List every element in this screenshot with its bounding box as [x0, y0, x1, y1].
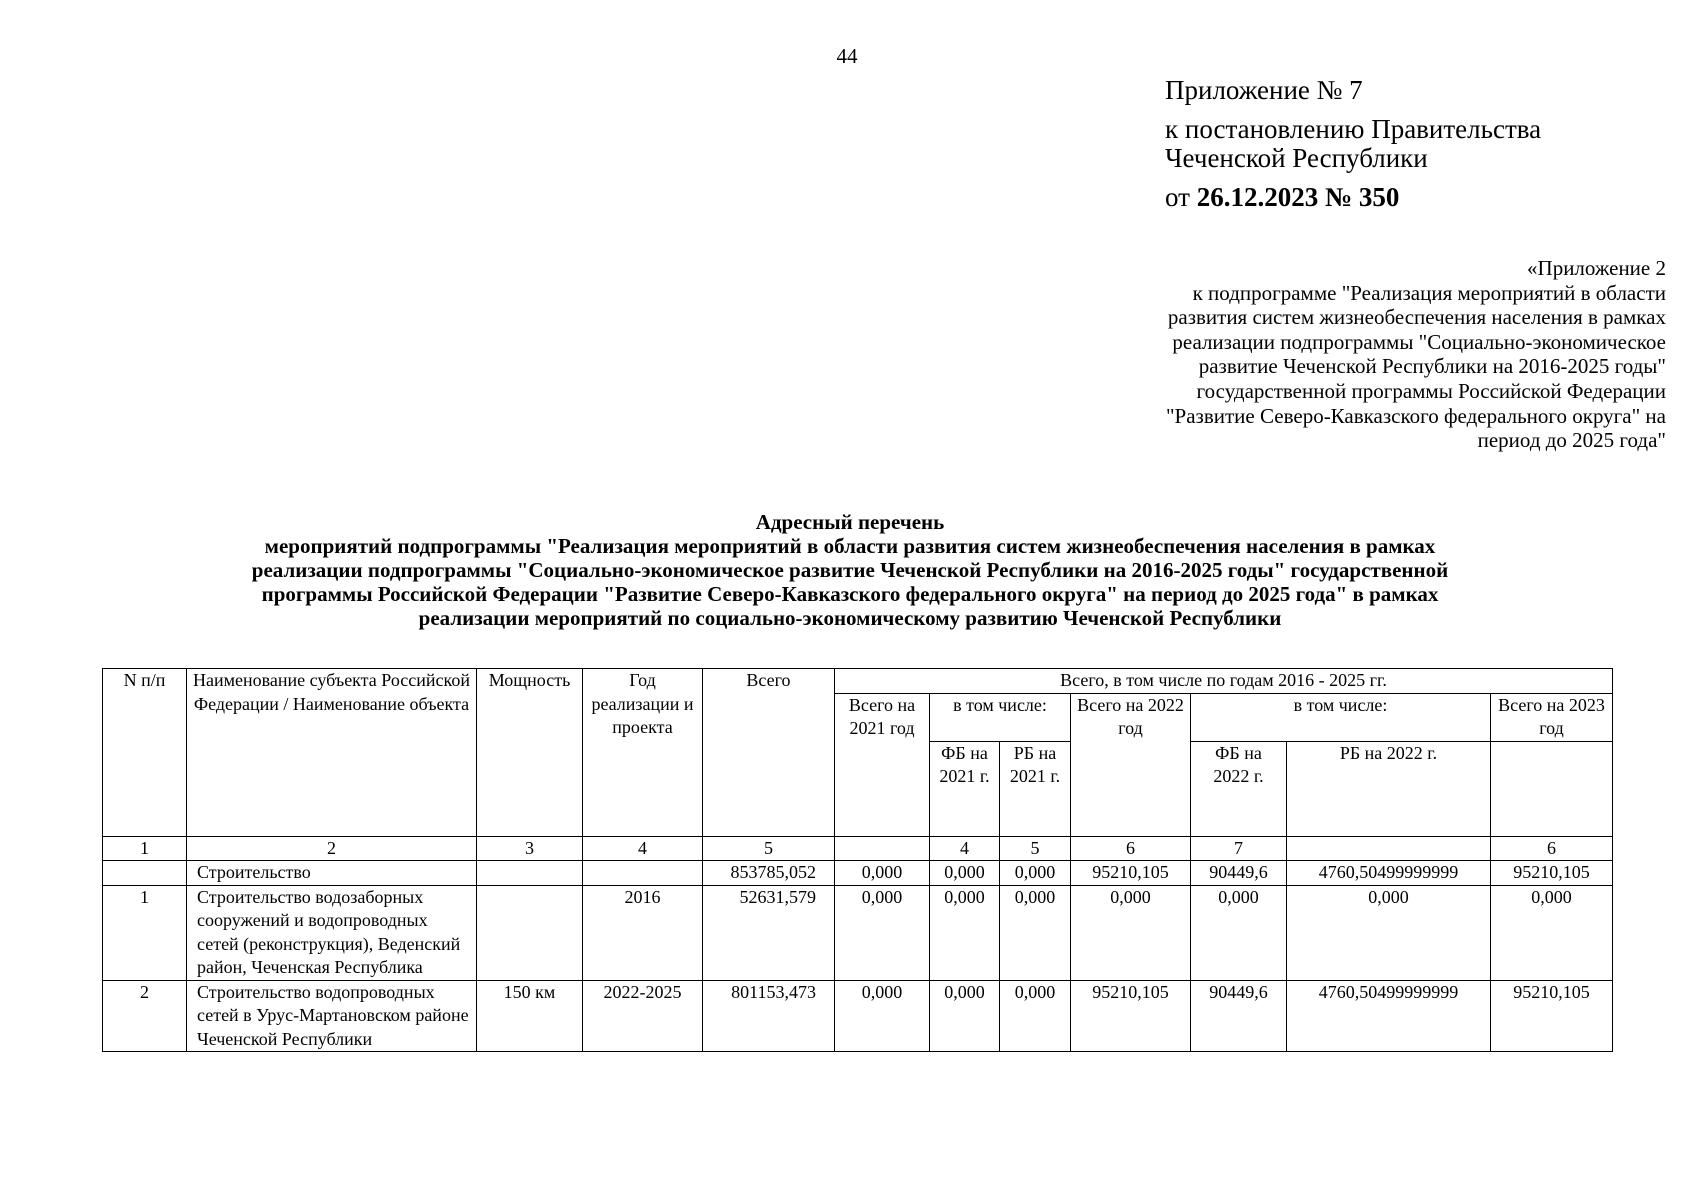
cell-year: 2016: [583, 885, 703, 980]
cell-total-2023: 95210,105: [1491, 980, 1613, 1052]
cell-year: [583, 861, 703, 886]
table-row: [103, 885, 1613, 980]
col-number: 1: [103, 836, 187, 861]
cell-fb-2022: 90449,6: [1191, 861, 1287, 886]
annex-line: развития систем жизнеобеспечения населения в рамках: [1167, 305, 1666, 330]
cell-total-2023: 0,000: [1491, 885, 1613, 980]
header-year: Год реализации и проекта: [583, 669, 703, 837]
title-line: мероприятий подпрограммы "Реализация мероприятий в области развития систем жизнеобеспечения населения в рамках: [264, 534, 1436, 558]
appendix-date: от 26.12.2023 № 350: [1165, 182, 1400, 212]
col-number: 2: [187, 836, 477, 861]
cell-total-2022: 95210,105: [1071, 861, 1191, 886]
column-number-row: [103, 836, 1613, 861]
cell-fb-2022: 0,000: [1191, 885, 1287, 980]
header-total-2021: Всего на 2021 год: [835, 693, 930, 836]
col-number: 6: [1071, 836, 1191, 861]
header-row-1: [103, 669, 1613, 694]
title-line: программы Российской Федерации "Развитие Северо-Кавказского федерального округа" на период до 2025 года" в рамках: [261, 582, 1439, 606]
header-capacity: Мощность: [477, 669, 583, 837]
cell-num: 1: [103, 885, 187, 980]
cell-total-2022: 0,000: [1071, 885, 1191, 980]
cell-total: 52631,579: [703, 885, 835, 980]
annex-line: реализации подпрограммы "Социально-экономическое: [1172, 329, 1666, 354]
annex-line: "Развитие Северо-Кавказского федерального округа" на: [1165, 403, 1666, 428]
cell-rb-2022: 0,000: [1287, 885, 1491, 980]
cell-num: 2: [103, 980, 187, 1052]
title-line: реализации мероприятий по социально-экономическому развитию Чеченской Республики: [418, 606, 1282, 630]
col-number: 4: [583, 836, 703, 861]
title-line: реализации подпрограммы "Социально-экономическое развитие Чеченской Республики на 2016-2025 годы" государственной: [251, 558, 1449, 582]
cell-rb-2021: 0,000: [1000, 980, 1071, 1052]
header-incl-2022: в том числе:: [1191, 693, 1491, 741]
header-fb-2021: ФБ на 2021 г.: [930, 741, 1000, 836]
header-by-years: Всего, в том числе по годам 2016 - 2025 гг.: [835, 669, 1613, 694]
table-row: [103, 861, 1613, 886]
cell-total-2022: 95210,105: [1071, 980, 1191, 1052]
cell-rb-2022: 4760,50499999999: [1287, 980, 1491, 1052]
header-rb-2021: РБ на 2021 г.: [1000, 741, 1071, 836]
header-num: N п/п: [103, 669, 187, 837]
cell-total-2021: 0,000: [835, 885, 930, 980]
header-total-2023: Всего на 2023 год: [1491, 693, 1613, 741]
col-number: 5: [703, 836, 835, 861]
header-incl-2021: в том числе:: [930, 693, 1071, 741]
cell-fb-2022: 90449,6: [1191, 980, 1287, 1052]
header-empty-2023: [1491, 741, 1613, 836]
col-number: 4: [930, 836, 1000, 861]
cell-fb-2021: 0,000: [930, 885, 1000, 980]
cell-rb-2021: 0,000: [1000, 885, 1071, 980]
cell-rb-2022: 4760,50499999999: [1287, 861, 1491, 886]
col-number: 3: [477, 836, 583, 861]
cell-total: 853785,052: [703, 861, 835, 886]
appendix-republic: Чеченской Республики: [1165, 143, 1428, 173]
cell-total-2023: 95210,105: [1491, 861, 1613, 886]
appendix-block: [1165, 76, 1541, 212]
header-total-2022: Всего на 2022 год: [1071, 693, 1191, 836]
annex-line: к подпрограмме "Реализация мероприятий в области: [1192, 280, 1666, 305]
cell-capacity: [477, 885, 583, 980]
table-row: [103, 980, 1613, 1052]
header-rb-2022: РБ на 2022 г.: [1287, 741, 1491, 836]
cell-year: 2022-2025: [583, 980, 703, 1052]
annex-line: государственной программы Российской Федерации: [1196, 378, 1666, 403]
cell-total-2021: 0,000: [835, 980, 930, 1052]
annex-line: период до 2025 года": [1477, 428, 1666, 453]
title-line: Адресный перечень: [755, 510, 945, 534]
page-number: 44: [836, 44, 858, 68]
col-number: 6: [1491, 836, 1613, 861]
appendix-date-value: 26.12.2023 № 350: [1196, 182, 1400, 212]
cell-fb-2021: 0,000: [930, 980, 1000, 1052]
cell-name: Строительство: [187, 861, 477, 886]
col-number: 7: [1191, 836, 1287, 861]
header-name: Наименование субъекта Российской Федерации / Наименование объекта: [187, 669, 477, 837]
header-fb-2022: ФБ на 2022 г.: [1191, 741, 1287, 836]
cell-name: Строительство водопроводных сетей в Урус-Мартановском районе Чеченской Республики: [187, 980, 477, 1052]
cell-fb-2021: 0,000: [930, 861, 1000, 886]
cell-total: 801153,473: [703, 980, 835, 1052]
cell-capacity: [477, 861, 583, 886]
col-number: [835, 836, 930, 861]
annex-line: развитие Чеченской Республики на 2016-2025 годы": [1198, 354, 1666, 379]
appendix-decree: к постановлению Правительства: [1165, 114, 1542, 144]
cell-rb-2021: 0,000: [1000, 861, 1071, 886]
cell-num: [103, 861, 187, 886]
cell-name: Строительство водозаборных сооружений и водопроводных сетей (реконструкция), Веденский район, Чеченская Республика: [187, 885, 477, 980]
cell-total-2021: 0,000: [835, 861, 930, 886]
col-number: 5: [1000, 836, 1071, 861]
annex-line: «Приложение 2: [1527, 256, 1666, 280]
appendix-number: Приложение № 7: [1165, 75, 1363, 105]
document-title: [150, 510, 1550, 630]
cell-capacity: 150 км: [477, 980, 583, 1052]
header-total: Всего: [703, 669, 835, 837]
address-list-table: [102, 668, 1613, 1052]
col-number: [1287, 836, 1491, 861]
annex-reference: [1046, 256, 1666, 453]
